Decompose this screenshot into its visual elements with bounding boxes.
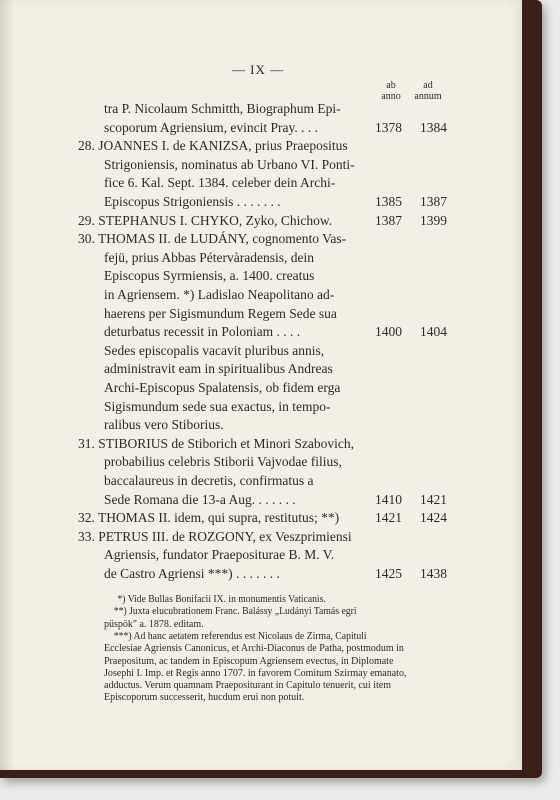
line-text: 33. PETRUS III. de ROZGONY, ex Veszprimiensi — [78, 528, 352, 544]
line-text: Strigoniensis, nominatus ab Urbano VI. Ponti- — [104, 156, 355, 172]
line-text: ralibus vero Stiborius. — [104, 417, 224, 433]
line-text: tra P. Nicolaum Schmitth, Biographum Epi- — [104, 101, 341, 116]
text-line — [0, 509, 460, 527]
text-line — [0, 212, 460, 230]
year-to: 1399 — [420, 212, 447, 228]
text-line — [0, 137, 460, 155]
line-text: de Castro Agriensi ***) . . . . . . . — [104, 566, 280, 581]
line-text: in Agriensem. *) Ladislao Neapolitano ad- — [104, 287, 335, 302]
line-text: Episcopus Strigoniensis . . . . . . . — [104, 194, 281, 209]
line-text: 29. STEPHANUS I. CHYKO, Zyko, Chichow. — [78, 212, 333, 228]
text-line — [0, 323, 460, 341]
line-text: Sedes episcopalis vacavit pluribus annis, — [104, 342, 325, 358]
footnote-line: püspök" a. 1878. editam. — [104, 618, 204, 630]
footnote-line: Episcoporum successerit, hucdum erui non potuit. — [104, 692, 305, 704]
footnote-line: Praepositum, ac tandem in Episcopum Agriensem evectus, in Diplomate — [104, 655, 394, 667]
line-text: 28. JOANNES I. de KANIZSA, prius Praepositus — [78, 138, 348, 154]
column-head-ab: ab anno — [381, 80, 401, 102]
line-text: fice 6. Kal. Sept. 1384. celeber dein Archi- — [104, 175, 336, 191]
footnote-line: ***) Ad hanc aetatem referendus est Nicolaus de Zirma, Capituli — [113, 630, 367, 642]
text-line — [0, 379, 460, 397]
line-text: Agriensis, fundator Praepositurae B. M. V. — [104, 547, 335, 563]
text-line — [0, 565, 460, 583]
line-text: probabilius celebris Stiborii Vajvodae filius, — [104, 454, 342, 470]
line-text: fejü, prius Abbas Pétervàradensis, dein — [104, 249, 314, 265]
text-line — [0, 546, 460, 564]
text-line — [0, 472, 460, 490]
line-text: 32. THOMAS II. idem, qui supra, restitutus; **) — [78, 510, 340, 526]
text-line — [0, 100, 460, 118]
footnote-line: Josephi I. Imp. et Regis anno 1707. in favorem Comitum Szirmay emanato, — [104, 667, 407, 679]
year-to: 1421 — [420, 491, 447, 507]
column-head-ad: ad annum — [414, 80, 442, 102]
year-to: 1438 — [420, 566, 447, 581]
line-text: Sede Romana die 13-a Aug. . . . . . . — [104, 491, 296, 507]
year-to: 1384 — [420, 119, 447, 135]
text-line — [0, 435, 460, 453]
line-text: Archi-Episcopus Spalatensis, ob fidem erga — [104, 380, 341, 395]
line-text: haerens per Sigismundum Regem Sede sua — [104, 305, 337, 321]
year-to: 1404 — [420, 324, 447, 340]
footnote-line: *) Vide Bullas Bonifacii IX. in monumentis Vaticanis. — [117, 594, 326, 605]
text-line — [0, 267, 460, 285]
text-line — [0, 156, 460, 174]
year-from: 1387 — [375, 212, 402, 228]
year-from: 1378 — [375, 119, 402, 135]
line-text: 30. THOMAS II. de LUDÁNY, cognomento Vas- — [78, 231, 347, 247]
line-text: Episcopus Syrmiensis, a. 1400. creatus — [104, 268, 315, 284]
text-line — [0, 286, 460, 304]
text-line — [0, 453, 460, 471]
year-from: 1410 — [375, 491, 402, 507]
text-line — [0, 398, 460, 416]
line-text: administravit eam in spiritualibus Andreas — [104, 361, 333, 377]
text-line — [0, 342, 460, 360]
year-from: 1421 — [375, 510, 402, 526]
footnote-line: adductus. Verum quamnam Praepositurant in Capitulo tenuerit, cui item — [104, 680, 391, 692]
year-from: 1385 — [375, 194, 402, 209]
text-line — [0, 230, 460, 248]
line-text: scoporum Agriensium, evincit Pray. . . . — [104, 119, 318, 135]
line-text: 31. STIBORIUS de Stiborich et Minori Szabovich, — [78, 435, 354, 451]
text-line — [0, 119, 460, 137]
year-from: 1425 — [375, 566, 402, 581]
footnote-line: Ecclesiae Agriensis Canonicus, et Archi-Diaconus de Patha, postmodum in — [104, 643, 404, 655]
footnote-line: **) Juxta elucubrationem Franc. Balássy „Ludányi Tamás egri — [113, 606, 357, 618]
text-line — [0, 249, 460, 267]
text-line — [0, 416, 460, 434]
line-text: Sigismundum sede sua exactus, in tempo- — [104, 398, 331, 414]
line-text: baccalaureus in decretis, confirmatus a — [104, 473, 314, 488]
year-from: 1400 — [375, 324, 402, 340]
year-to: 1424 — [420, 510, 447, 526]
text-line — [0, 491, 460, 509]
line-text: deturbatus recessit in Poloniam . . . . — [104, 324, 301, 340]
text-line — [0, 174, 460, 192]
text-line — [0, 305, 460, 323]
page-number: — IX — — [231, 62, 285, 77]
year-to: 1387 — [420, 194, 447, 209]
text-line — [0, 528, 460, 546]
text-line — [0, 360, 460, 378]
text-line — [0, 193, 460, 211]
